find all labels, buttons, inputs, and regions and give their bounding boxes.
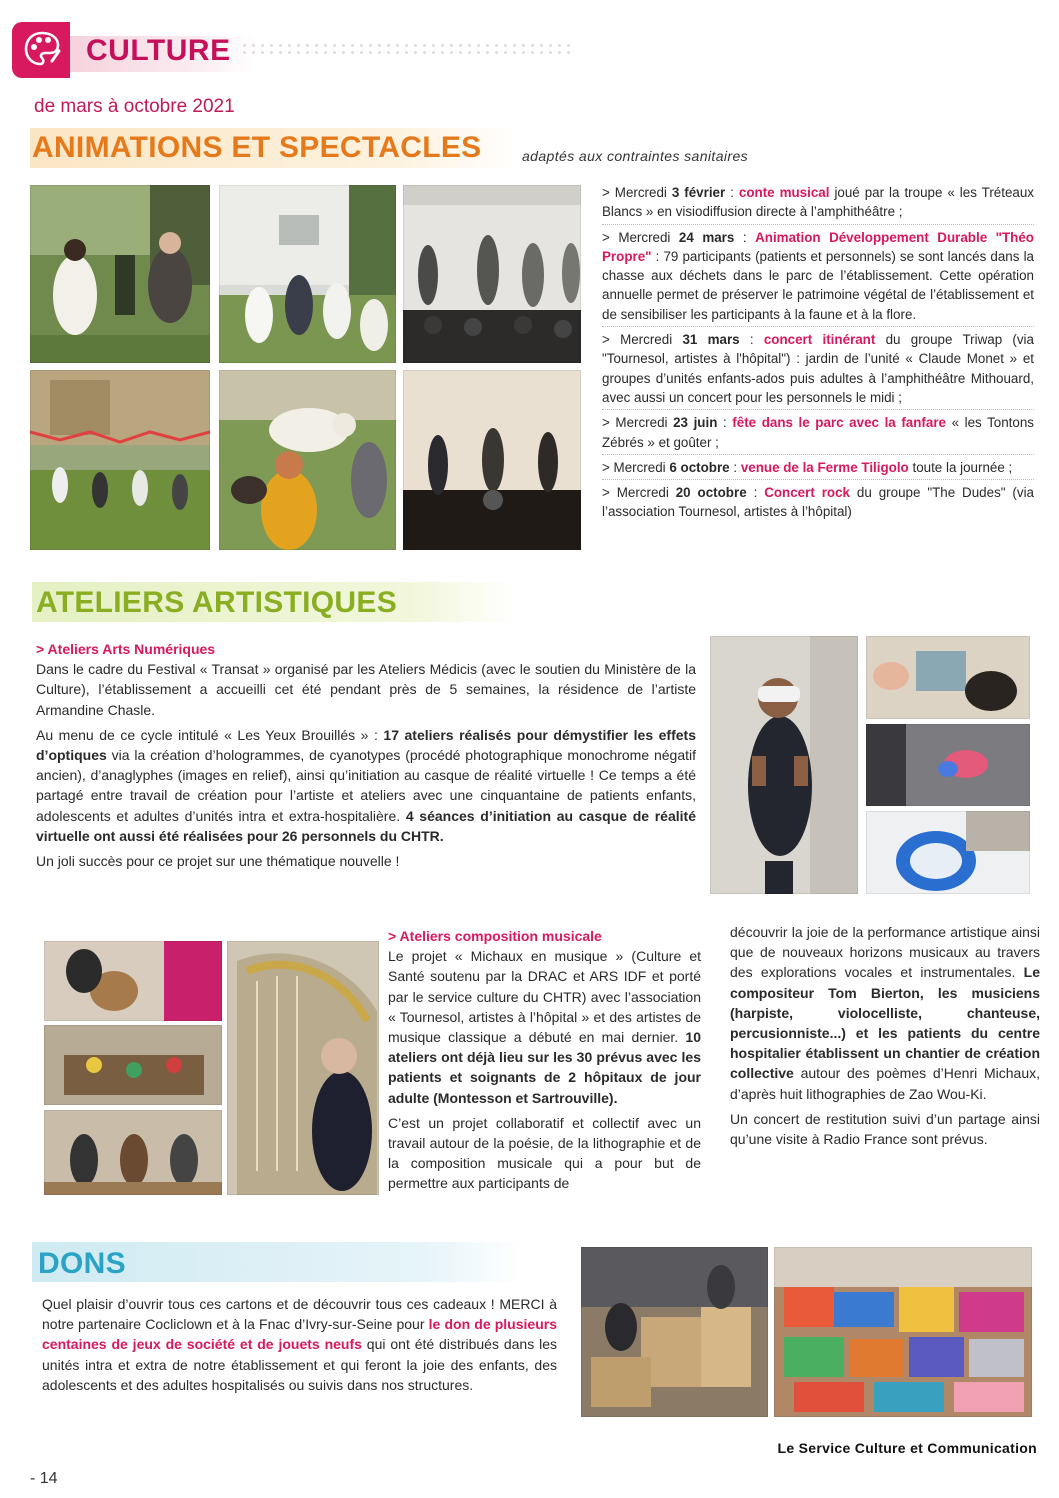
arts-numeriques-intro: Dans le cadre du Festival « Transat » organisé par les Ateliers Médicis (avec le soutien du Ministère de la Culture), l’établissement a accueilli cet été pendant près de 5 semaines, la résidence de l’artiste Armandine Chasle.: [36, 661, 696, 718]
event-item: [602, 413, 1034, 452]
event-prefix: > Mercredi: [602, 185, 672, 200]
photo-participants-garden: [219, 185, 396, 363]
event-separator: :: [739, 332, 764, 348]
musicale-column-1: [388, 926, 701, 1194]
event-item: [602, 228, 1034, 324]
event-item: [602, 330, 1034, 407]
text-run: via la création d’hologrammes, de cyanotypes (procédé photographique monochrome négatif ancien), d’anaglyphes (images en relief), ainsi qu’initiation au casque de réalité virtuelle ! Ce temps a été partagé entre travail de création pour l’artiste et ateliers avec une cinquantaine de patients enfants, adolescents et adultes d’unités intra et extra-hospitalière.: [36, 747, 696, 824]
arts-numeriques-label: > Ateliers Arts Numériques: [36, 641, 216, 657]
section-title: CULTURE: [86, 34, 231, 67]
animations-subtitle: adaptés aux contraintes sanitaires: [522, 148, 749, 164]
event-highlight: fête dans le parc avec la fanfare: [732, 415, 946, 431]
event-highlight: conte musical: [738, 185, 830, 200]
musicale-paragraph-2: C’est un projet collaboratif et collectif avec un travail autour de la poésie, de la lithographie et de la composition musicale qui a pour but de permettre aux participants de: [388, 1114, 701, 1192]
photo-hologram: [866, 724, 1030, 806]
musicale-paragraph-3: [730, 922, 1040, 1104]
photo-unpacking-boxes: [581, 1247, 768, 1417]
event-date: 6 octobre: [669, 459, 730, 475]
palette-icon: [22, 29, 62, 69]
event-divider: [602, 454, 1034, 455]
event-date: 20 octobre: [675, 485, 747, 501]
event-description: toute la journée ;: [908, 459, 1013, 475]
footer-signature: Le Service Culture et Communication: [777, 1440, 1037, 1456]
text-run-highlight: le don de plusieurs centaines de jeux de société et de jouets neufs: [42, 1316, 557, 1353]
event-divider: [602, 409, 1034, 410]
photo-rock-concert: [403, 370, 581, 550]
text-run: Quel plaisir d’ouvrir tous ces cartons et de découvrir tous ces cadeaux ! MERCI à notre partenaire Cocliclown et à la Fnac d’Ivry-sur-Seine pour: [42, 1296, 557, 1333]
event-separator: :: [717, 415, 733, 431]
event-description: joué par la troupe « les Tréteaux Blancs » en visiodiffusion directe à l’amphithéâtre ;: [602, 185, 1034, 220]
text-run: qui ont été distribués dans les unités intra et extra de notre établissement et qui feront la joie des enfants, des adolescents et des adultes hospitalisés ou suivis dans nos structures.: [42, 1336, 557, 1393]
event-separator: :: [734, 229, 756, 245]
event-prefix: > Mercredi: [602, 229, 679, 245]
photo-toys-donation: [774, 1247, 1032, 1417]
event-item: [602, 458, 1034, 477]
header-dots-decoration: [240, 42, 570, 56]
event-description: du groupe Triwap (via "Tournesol, artistes à l'hôpital") : jardin de l’unité « Claude Monet » et groupes d’unités enfants-ados puis adultes à l’amphithéâtre Mithouard, avec aussi un concert pour les personnels le midi ;: [602, 332, 1034, 405]
event-date: 31 mars: [682, 332, 740, 348]
event-description: « les Tontons Zébrés » et goûter ;: [602, 415, 1034, 450]
events-list: [602, 183, 1034, 524]
photo-park-planting: [30, 185, 210, 363]
event-description: : 79 participants (patients et personnels) se sont lancés dans la chasse aux déchets dans le parc de l’établissement. Cette opération annuelle permet de préserver le patrimoine végétal de l’établissement et de sensibiliser les participants à la faune et à la flore.: [602, 248, 1034, 322]
musicale-paragraph: [388, 946, 701, 1108]
period-label: de mars à octobre 2021: [34, 96, 235, 117]
arts-numeriques-body: [36, 725, 696, 846]
event-date: 24 mars: [678, 229, 735, 245]
event-date: 23 juin: [673, 415, 718, 431]
text-run: Au menu de ce cycle intitulé « Les Yeux Brouillés » :: [36, 726, 384, 743]
photo-instruments: [44, 1025, 222, 1105]
musicale-column-2: [730, 922, 1040, 1149]
event-prefix: > Mercredi: [602, 332, 683, 348]
arts-numeriques-conclusion: Un joli succès pour ce projet sur une thématique nouvelle !: [36, 853, 400, 870]
dons-paragraph: [42, 1294, 557, 1395]
text-run: découvrir la joie de la performance artistique ainsi que de nouveaux horizons musicaux au travers des explorations vocales et instrumentales.: [730, 924, 1040, 981]
photo-farm-animals: [219, 370, 396, 550]
photo-harp: [227, 941, 379, 1195]
event-divider: [602, 326, 1034, 327]
event-highlight: Concert rock: [764, 485, 850, 501]
event-item: [602, 483, 1034, 522]
photo-anaglyph-workshop: [866, 636, 1030, 719]
text-run-bold: 10 ateliers ont déjà lieu sur les 30 prévus avec les patients et soignants de 2 hôpitaux de jour adulte (Montesson et Sartrouville).: [388, 1029, 701, 1106]
event-highlight: Animation Développement Durable "Théo Propre": [602, 229, 1034, 264]
text-run-bold: 4 séances d’initiation au casque de réalité virtuelle ont aussi été réalisées pour 26 personnels du CHTR.: [36, 807, 696, 844]
photo-percussion: [44, 941, 222, 1021]
photo-fanfare-park: [30, 370, 210, 550]
text-run: Le projet « Michaux en musique » (Culture et Santé soutenu par la DRAC et ARS IDF et porté par le service culture du CHTR) avec l’association « Tournesol, artistes à l’hôpital » et des artistes de musique classique a débuté en mai dernier.: [388, 948, 701, 1046]
event-prefix: > Mercredi: [602, 459, 670, 475]
text-run-bold: 17 ateliers réalisés pour démystifier les effets d’optiques: [36, 726, 696, 764]
event-separator: :: [729, 459, 741, 475]
arts-numeriques-block: [36, 639, 696, 871]
event-item: [602, 183, 1034, 222]
event-separator: :: [746, 485, 765, 501]
animations-title: ANIMATIONS ET SPECTACLES: [32, 131, 482, 164]
event-separator: :: [725, 185, 739, 200]
event-prefix: > Mercredi: [602, 485, 676, 501]
ateliers-title: ATELIERS ARTISTIQUES: [36, 586, 398, 619]
text-run-bold: Le compositeur Tom Bierton, les musiciens (harpiste, violocelliste, chanteuse, percusionniste...) et les patients du centre hospitalier établissent un chantier de création collective: [730, 964, 1040, 1082]
event-date: 3 février: [671, 185, 726, 200]
musicale-paragraph-4: Un concert de restitution suivi d’un partage ainsi qu’une visite à Radio France sont prévus.: [730, 1110, 1040, 1148]
page-number: - 14: [30, 1470, 58, 1487]
event-prefix: > Mercredi: [602, 415, 674, 431]
photo-vr-headset: [710, 636, 858, 894]
event-divider: [602, 224, 1034, 225]
text-run: autour des poèmes d’Henri Michaux, d’après huit lithographies de Zao Wou-Ki.: [730, 1065, 1040, 1102]
photo-concert-amphitheatre: [403, 185, 581, 363]
dons-title: DONS: [38, 1247, 126, 1280]
photo-group-rehearsal: [44, 1110, 222, 1195]
musicale-label: > Ateliers composition musicale: [388, 928, 602, 944]
photo-cyanotype: [866, 811, 1030, 894]
event-highlight: concert itinérant: [763, 332, 876, 348]
event-highlight: venue de la Ferme Tiligolo: [740, 459, 909, 475]
event-description: du groupe "The Dudes" (via l’association Tournesol, artistes à l’hôpital): [602, 485, 1035, 520]
event-divider: [602, 479, 1034, 480]
